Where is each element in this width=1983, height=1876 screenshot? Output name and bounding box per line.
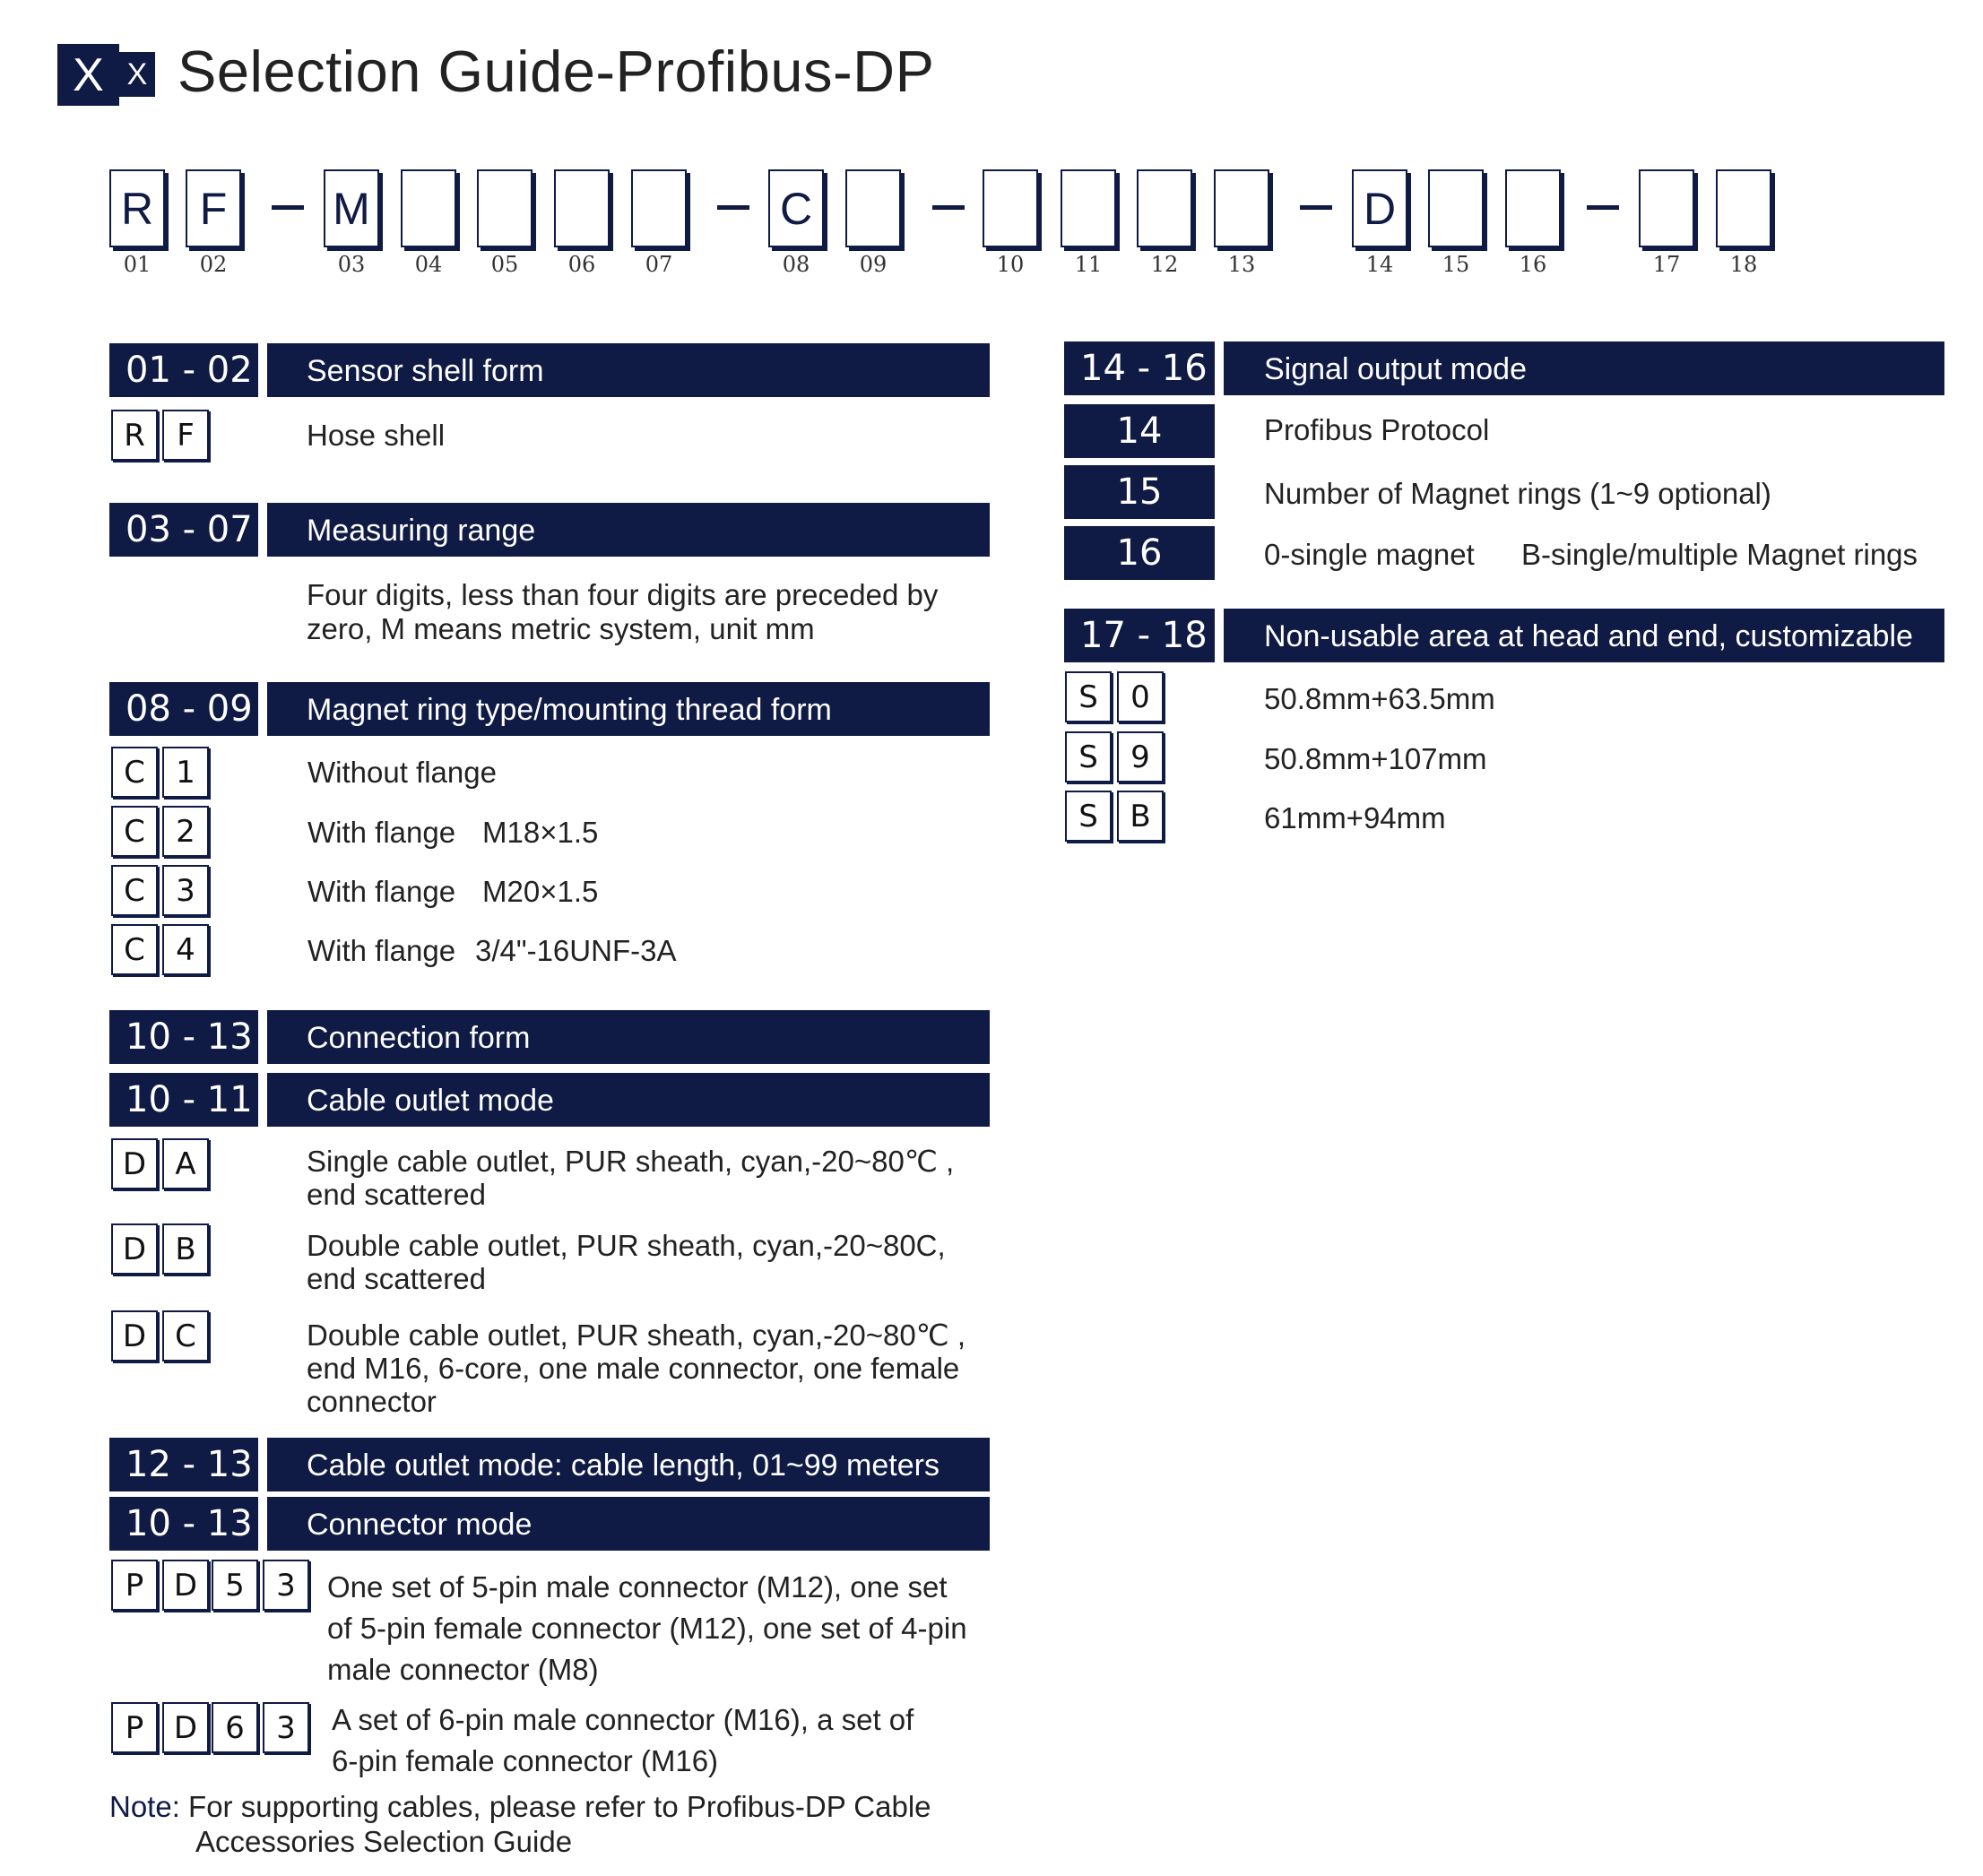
code-position-box (1428, 169, 1484, 247)
code-position-number: 08 (782, 252, 810, 277)
option-box: B (162, 1223, 209, 1275)
option-box: S (1065, 731, 1112, 782)
option-box: D (162, 1560, 209, 1611)
cable-option-line-1: Double cable outlet, PUR sheath, cyan,-20~80C, (307, 1229, 946, 1262)
option-box: D (111, 1310, 158, 1362)
section-title-range: Measuring range (267, 503, 990, 557)
option-box: D (162, 1702, 209, 1753)
footnote (109, 1789, 931, 1859)
code-position-number: 18 (1729, 252, 1758, 277)
option-box: B (1117, 791, 1164, 842)
code-position-number: 12 (1150, 252, 1179, 277)
section-title-cable-length: Cable outlet mode: cable length, 01~99 meters (267, 1438, 990, 1491)
section-title-signal: Signal output mode (1224, 341, 1944, 395)
option-box: P (111, 1702, 158, 1753)
connector-option-line-1: A set of 6-pin male connector (M16), a set of (332, 1703, 914, 1736)
section-code-magnet: 08 - 09 (109, 682, 258, 736)
section-title-magnet: Magnet ring type/mounting thread form (267, 682, 990, 736)
code-position-box: M (324, 169, 379, 247)
option-box: A (162, 1138, 209, 1189)
connector-option-line-2: of 5-pin female connector (M12), one set of 4-pin (327, 1612, 967, 1645)
code-position-box: C (768, 169, 824, 247)
section-code-shell: 01 - 02 (109, 343, 258, 397)
option-box: C (162, 1310, 209, 1362)
option-box: P (111, 1560, 158, 1611)
section-code-cable-outlet: 10 - 11 (109, 1073, 258, 1127)
code-separator-dash (932, 205, 965, 210)
magnet-option-desc: With flange (307, 934, 456, 967)
code-position-box (1639, 169, 1694, 247)
section-code-cable-length: 12 - 13 (109, 1438, 258, 1491)
code-position-box (1716, 169, 1771, 247)
connector-option-line-1: One set of 5-pin male connector (M12), one set (327, 1570, 948, 1604)
option-desc-shell: Hose shell (307, 419, 446, 452)
section-code-connector: 10 - 13 (109, 1497, 258, 1551)
area-option-desc: 61mm+94mm (1264, 801, 1446, 834)
cable-option-line-2: end scattered (307, 1178, 486, 1211)
section-title-shell: Sensor shell form (267, 343, 990, 397)
code-position-box (1505, 169, 1561, 247)
section-code-area: 17 - 18 (1064, 609, 1215, 662)
code-position-box: D (1352, 169, 1407, 247)
option-box: C (111, 924, 158, 975)
option-box: 0 (1117, 671, 1164, 722)
code-position-number: 06 (567, 252, 596, 277)
code-position-number: 03 (337, 252, 366, 277)
code-position-number: 14 (1365, 252, 1394, 277)
signal-row-code: 14 (1064, 404, 1215, 458)
page-title: Selection Guide-Profibus-DP (178, 39, 935, 104)
option-box: 6 (212, 1702, 258, 1753)
signal-row-code: 16 (1064, 526, 1215, 580)
cable-option-line-2: end scattered (307, 1262, 486, 1295)
brand-logo-large: X (57, 44, 119, 106)
option-box: 3 (263, 1560, 309, 1611)
section-title-connector: Connector mode (267, 1497, 990, 1551)
cable-option-line-3: connector (307, 1385, 437, 1418)
option-box: R (111, 410, 158, 461)
option-box: 1 (162, 747, 209, 798)
code-position-box (1137, 169, 1192, 247)
code-position-number: 17 (1652, 252, 1681, 277)
signal-row-desc: Number of Magnet rings (1~9 optional) (1264, 477, 1771, 510)
option-box: 3 (162, 865, 209, 916)
code-position-box: F (186, 169, 241, 247)
code-position-number: 09 (859, 252, 888, 277)
note-line-1: For supporting cables, please refer to Profibus-DP Cable (188, 1790, 931, 1823)
code-position-number: 05 (490, 252, 519, 277)
code-position-number: 01 (123, 252, 152, 277)
code-position-number: 16 (1519, 252, 1547, 277)
section-code-signal: 14 - 16 (1064, 341, 1215, 395)
option-box: S (1065, 671, 1112, 722)
code-separator-dash (1587, 205, 1619, 210)
brand-logo-small: X (119, 52, 155, 97)
connector-option-line-2: 6-pin female connector (M16) (332, 1744, 719, 1777)
connector-option-line-3: male connector (M8) (327, 1653, 599, 1686)
magnet-option-thread: M18×1.5 (482, 816, 599, 849)
range-desc-line-1: Four digits, less than four digits are preceded by (307, 578, 939, 611)
code-position-number: 10 (996, 252, 1025, 277)
section-title-cable-outlet: Cable outlet mode (267, 1073, 990, 1127)
option-box: C (111, 806, 158, 857)
code-position-box (1214, 169, 1269, 247)
option-box: S (1065, 791, 1112, 842)
signal-row-desc: Profibus Protocol (1264, 413, 1490, 446)
magnet-option-thread: M20×1.5 (482, 875, 599, 908)
section-title-area: Non-usable area at head and end, customizable (1224, 609, 1944, 662)
option-box: C (111, 865, 158, 916)
magnet-option-desc: With flange (307, 816, 456, 849)
option-box: 9 (1117, 731, 1164, 782)
cable-option-line-1: Double cable outlet, PUR sheath, cyan,-20~80℃ , (307, 1318, 966, 1352)
range-desc-line-2: zero, M means metric system, unit mm (307, 612, 815, 645)
code-position-box (477, 169, 533, 247)
option-box: 2 (162, 806, 209, 857)
code-position-box (554, 169, 610, 247)
code-position-box: R (109, 169, 165, 247)
code-position-number: 13 (1227, 252, 1256, 277)
code-position-number: 15 (1442, 252, 1470, 277)
code-position-number: 11 (1074, 252, 1103, 277)
option-box: D (111, 1138, 158, 1189)
note-label: Note: (109, 1790, 180, 1823)
code-position-number: 04 (414, 252, 443, 277)
section-title-connection: Connection form (267, 1010, 990, 1064)
signal-row-desc-2: B-single/multiple Magnet rings (1521, 538, 1918, 571)
signal-row-code: 15 (1064, 465, 1215, 519)
code-separator-dash (1300, 205, 1332, 210)
option-box: 3 (263, 1702, 309, 1753)
section-code-range: 03 - 07 (109, 503, 258, 557)
code-position-number: 07 (645, 252, 673, 277)
cable-option-line-2: end M16, 6-core, one male connector, one female (307, 1352, 960, 1385)
code-position-box (1061, 169, 1116, 247)
magnet-option-desc: Without flange (307, 756, 497, 789)
magnet-option-thread: 3/4"-16UNF-3A (475, 934, 677, 967)
option-box: 5 (212, 1560, 258, 1611)
section-code-connection: 10 - 13 (109, 1010, 258, 1064)
area-option-desc: 50.8mm+63.5mm (1264, 682, 1495, 715)
option-box: D (111, 1223, 158, 1275)
magnet-option-desc: With flange (307, 875, 456, 908)
option-box: 4 (162, 924, 209, 975)
option-box: F (162, 410, 209, 461)
area-option-desc: 50.8mm+107mm (1264, 742, 1487, 775)
code-position-box (631, 169, 687, 247)
code-position-box (983, 169, 1038, 247)
code-separator-dash (272, 205, 304, 210)
cable-option-line-1: Single cable outlet, PUR sheath, cyan,-20~80℃ , (307, 1145, 955, 1178)
code-position-number: 02 (199, 252, 228, 277)
signal-row-desc: 0-single magnet (1264, 538, 1475, 571)
code-position-box (401, 169, 456, 247)
code-separator-dash (717, 205, 749, 210)
code-position-box (845, 169, 901, 247)
note-line-2: Accessories Selection Guide (195, 1825, 573, 1858)
option-box: C (111, 747, 158, 798)
